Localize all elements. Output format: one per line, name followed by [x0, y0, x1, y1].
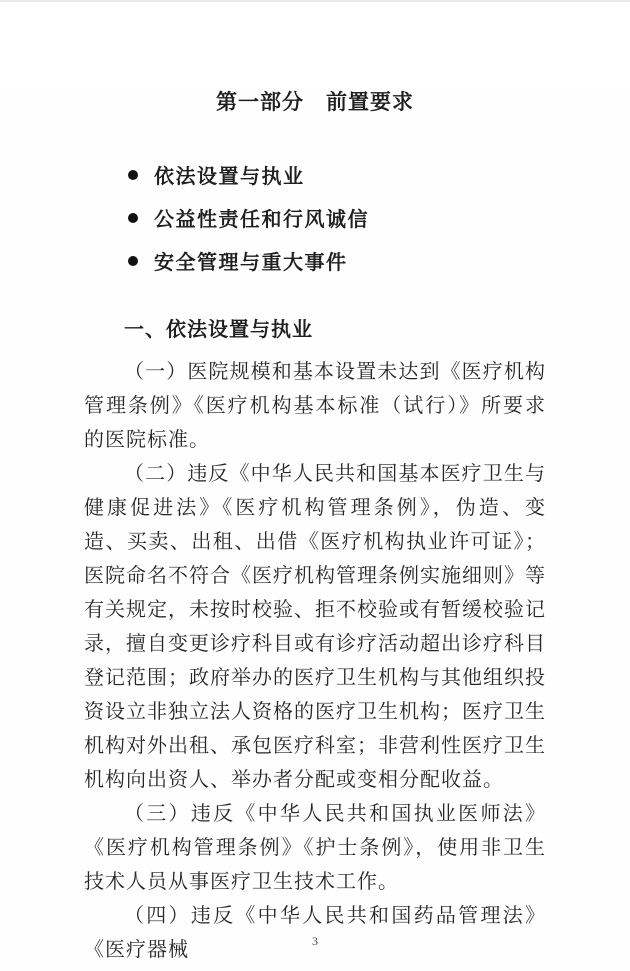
bullet-label: 安全管理与重大事件 — [154, 252, 348, 274]
bullet-list — [128, 160, 546, 275]
bullet-icon — [128, 256, 138, 266]
paragraph: （四）违反《中华人民共和国药品管理法》《医疗器械 — [84, 905, 546, 961]
body-text — [84, 355, 546, 967]
bullet-label: 公益性责任和行风诚信 — [154, 209, 369, 231]
section-heading: 一、依法设置与执业 — [124, 319, 313, 341]
bullet-label: 依法设置与执业 — [154, 166, 305, 188]
page-title: 第一部分 前置要求 — [216, 91, 414, 114]
paragraph: （一）医院规模和基本设置未达到《医疗机构管理条例》《医疗机构基本标准（试行）》所要求的医院标准。 — [84, 361, 546, 451]
document-page — [0, 86, 630, 971]
list-item — [128, 160, 546, 189]
bullet-icon — [128, 170, 138, 180]
paragraph: （三）违反《中华人民共和国执业医师法》《医疗机构管理条例》《护士条例》，使用非卫生技术人员从事医疗卫生技术工作。 — [84, 803, 546, 893]
list-item — [128, 203, 546, 232]
page-number: 3 — [312, 934, 318, 948]
list-item — [128, 246, 546, 275]
paragraph: （二）违反《中华人民共和国基本医疗卫生与健康促进法》《医疗机构管理条例》，伪造、变造、买卖、出租、出借《医疗机构执业许可证》；医院命名不符合《医疗机构管理条例实施细则》等有关规定，未按时校验、拒不校验或有暂缓校验记录，擅自变更诊疗科目或有诊疗活动超出诊疗科目登记范围；政府举办的医疗卫生机构与其他组织投资设立非独立法人资格的医疗卫生机构；医疗卫生机构对外出租、承包医疗科室；非营利性医疗卫生机构向出资人、举办者分配或变相分配收益。 — [84, 463, 546, 791]
bullet-icon — [128, 213, 138, 223]
